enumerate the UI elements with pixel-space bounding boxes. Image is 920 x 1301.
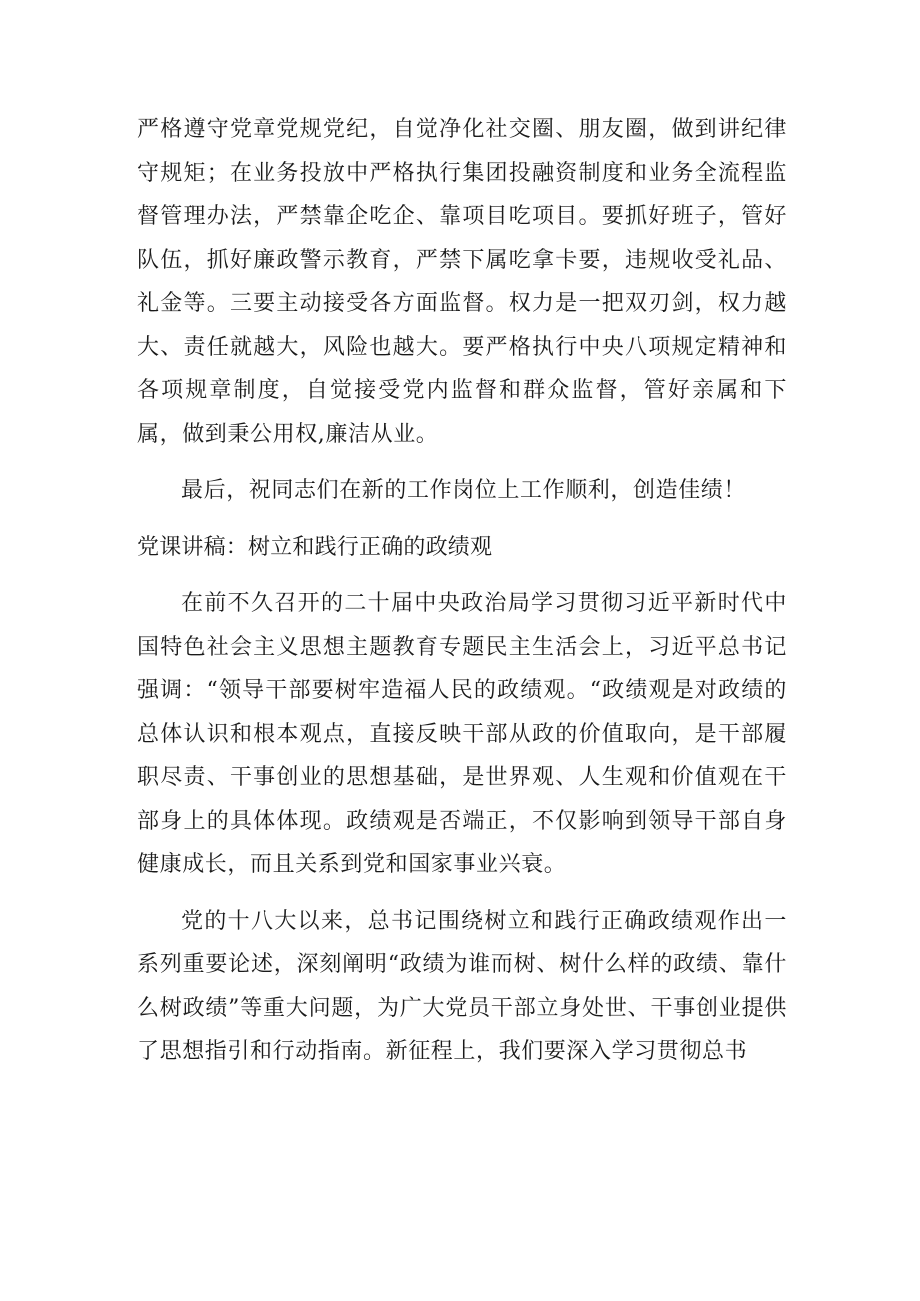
- paragraph-gap: [137, 569, 787, 582]
- body-paragraph-2: 党的十八大以来，总书记围绕树立和践行正确政绩观作出一系列重要论述，深刻阐明“政绩为谁而树、树什么样的政绩、靠什么树政绩”等重大问题，为广大党员干部立身处世、干事创业提供了思想指引和行动指南。新征程上，我们要深入学习贯彻总书: [137, 908, 787, 1064]
- paragraph-continuation: 严格遵守党章党规党纪，自觉净化社交圈、朋友圈，做到讲纪律守规矩；在业务投放中严格执行集团投融资制度和业务全流程监督管理办法，严禁靠企吃企、靠项目吃项目。要抓好班子，管好队伍，抓好廉政警示教育，严禁下属吃拿卡要，违规收受礼品、礼金等。三要主动接受各方面监督。权力是一把双刃剑，权力越大、责任就越大，风险也越大。要严格执行中央八项规定精神和各项规章制度，自觉接受党内监督和群众监督，管好亲属和下属，做到秉公用权,廉洁从业。: [137, 117, 787, 447]
- paragraph-gap: [137, 513, 787, 526]
- paragraph-gap: [137, 456, 787, 469]
- document-body: [137, 108, 787, 1074]
- section-title: 党课讲稿：树立和践行正确的政绩观: [137, 534, 493, 560]
- paragraph-gap: [137, 887, 787, 900]
- body-paragraph-1: 在前不久召开的二十届中央政治局学习贯彻习近平新时代中国特色社会主义思想主题教育专题民主生活会上，习近平总书记强调：“领导干部要树牢造福人民的政绩观。“政绩观是对政绩的总体认识和根本观点，直接反映干部从政的价值取向，是干部履职尽责、干事创业的思想基础，是世界观、人生观和价值观在干部身上的具体体现。政绩观是否端正，不仅影响到领导干部自身健康成长，而且关系到党和国家事业兴衰。: [137, 591, 787, 877]
- closing-paragraph: 最后，祝同志们在新的工作岗位上工作顺利，创造佳绩！: [181, 478, 747, 503]
